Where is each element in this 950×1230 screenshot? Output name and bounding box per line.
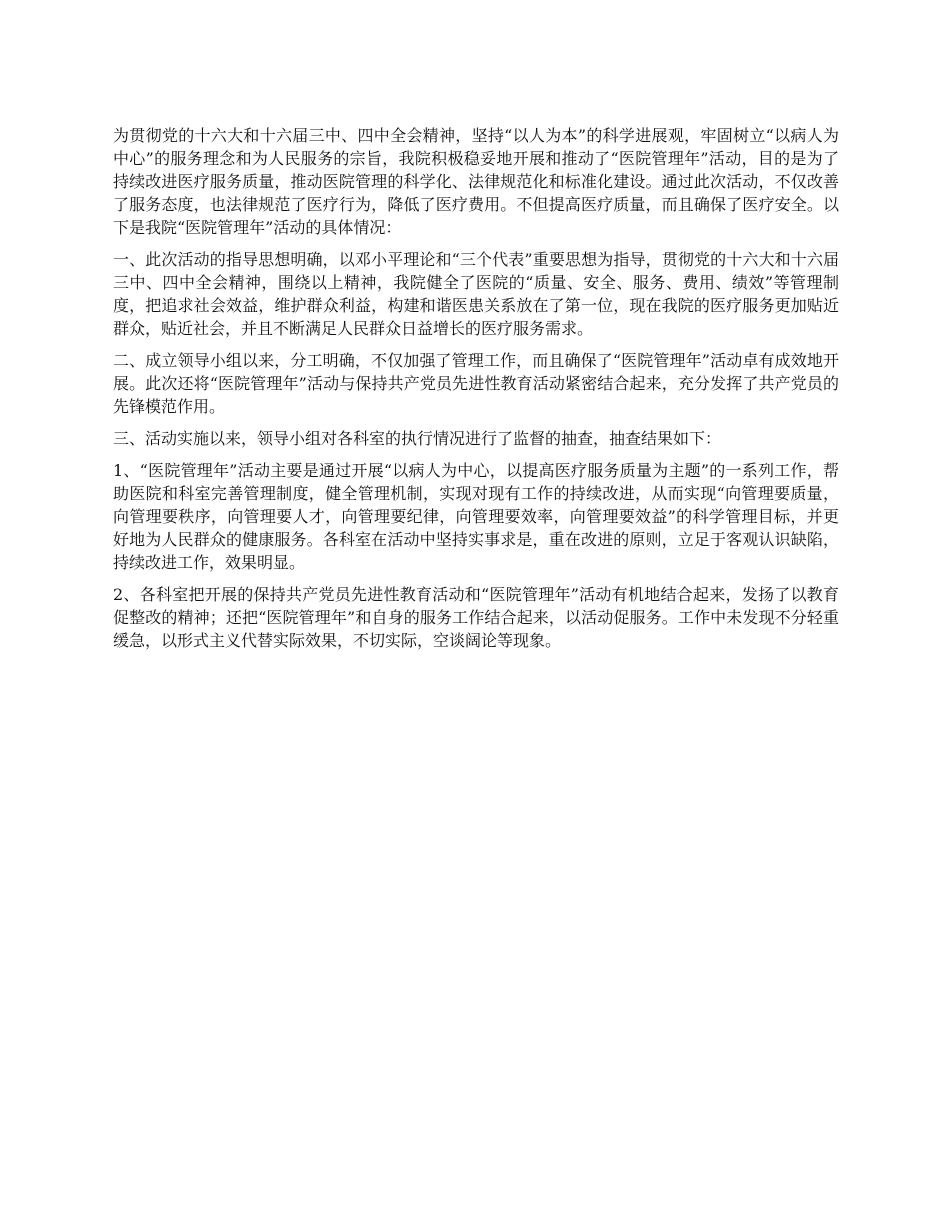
paragraph-section-three: 三、活动实施以来，领导小组对各科室的执行情况进行了监督的抽查，抽查结果如下： <box>113 429 722 448</box>
document-body <box>113 124 839 661</box>
paragraph-intro: 为贯彻党的十六大和十六届三中、四中全会精神，坚持“以人为本”的科学进展观，牢固树立“以病人为中心”的服务理念和为人民服务的宗旨，我院积极稳妥地开展和推动了“医院管理年”活动，目的是为了持续改进医疗服务质量，推动医院管理的科学化、法律规范化和标准化建设。通过此次活动，不仅改善了服务态度，也法律规范了医疗行为，降低了医疗费用。不但提高医疗质量，而且确保了医疗安全。以下是我院“医院管理年”活动的具体情况： <box>113 126 839 237</box>
paragraph-section-two: 二、成立领导小组以来，分工明确，不仅加强了管理工作，而且确保了“医院管理年”活动卓有成效地开展。此次还将“医院管理年”活动与保持共产党员先进性教育活动紧密结合起来，充分发挥了共产党员的先锋模范作用。 <box>113 351 839 416</box>
paragraph-item-two: 2、各科室把开展的保持共产党员先进性教育活动和“医院管理年”活动有机地结合起来，发扬了以教育促整改的精神；还把“医院管理年”和自身的服务工作结合起来，以活动促服务。工作中未发现不分轻重缓急，以形式主义代替实际效果，不切实际，空谈阔论等现象。 <box>113 585 839 650</box>
paragraph-section-one: 一、此次活动的指导思想明确，以邓小平理论和“三个代表”重要思想为指导，贯彻党的十六大和十六届三中、四中全会精神，围绕以上精神，我院健全了医院的“质量、安全、服务、费用、绩效”等管理制度，把追求社会效益，维护群众利益，构建和谐医患关系放在了第一位，现在我院的医疗服务更加贴近群众，贴近社会，并且不断满足人民群众日益增长的医疗服务需求。 <box>113 250 839 338</box>
paragraph-item-one: 1、“医院管理年”活动主要是通过开展“以病人为中心，以提高医疗服务质量为主题”的一系列工作，帮助医院和科室完善管理制度，健全管理机制，实现对现有工作的持续改进，从而实现“向管理要质量，向管理要秩序，向管理要人才，向管理要纪律，向管理要效率，向管理要效益”的科学管理目标，并更好地为人民群众的健康服务。各科室在活动中坚持实事求是，重在改进的原则，立足于客观认识缺陷，持续改进工作，效果明显。 <box>113 461 839 572</box>
